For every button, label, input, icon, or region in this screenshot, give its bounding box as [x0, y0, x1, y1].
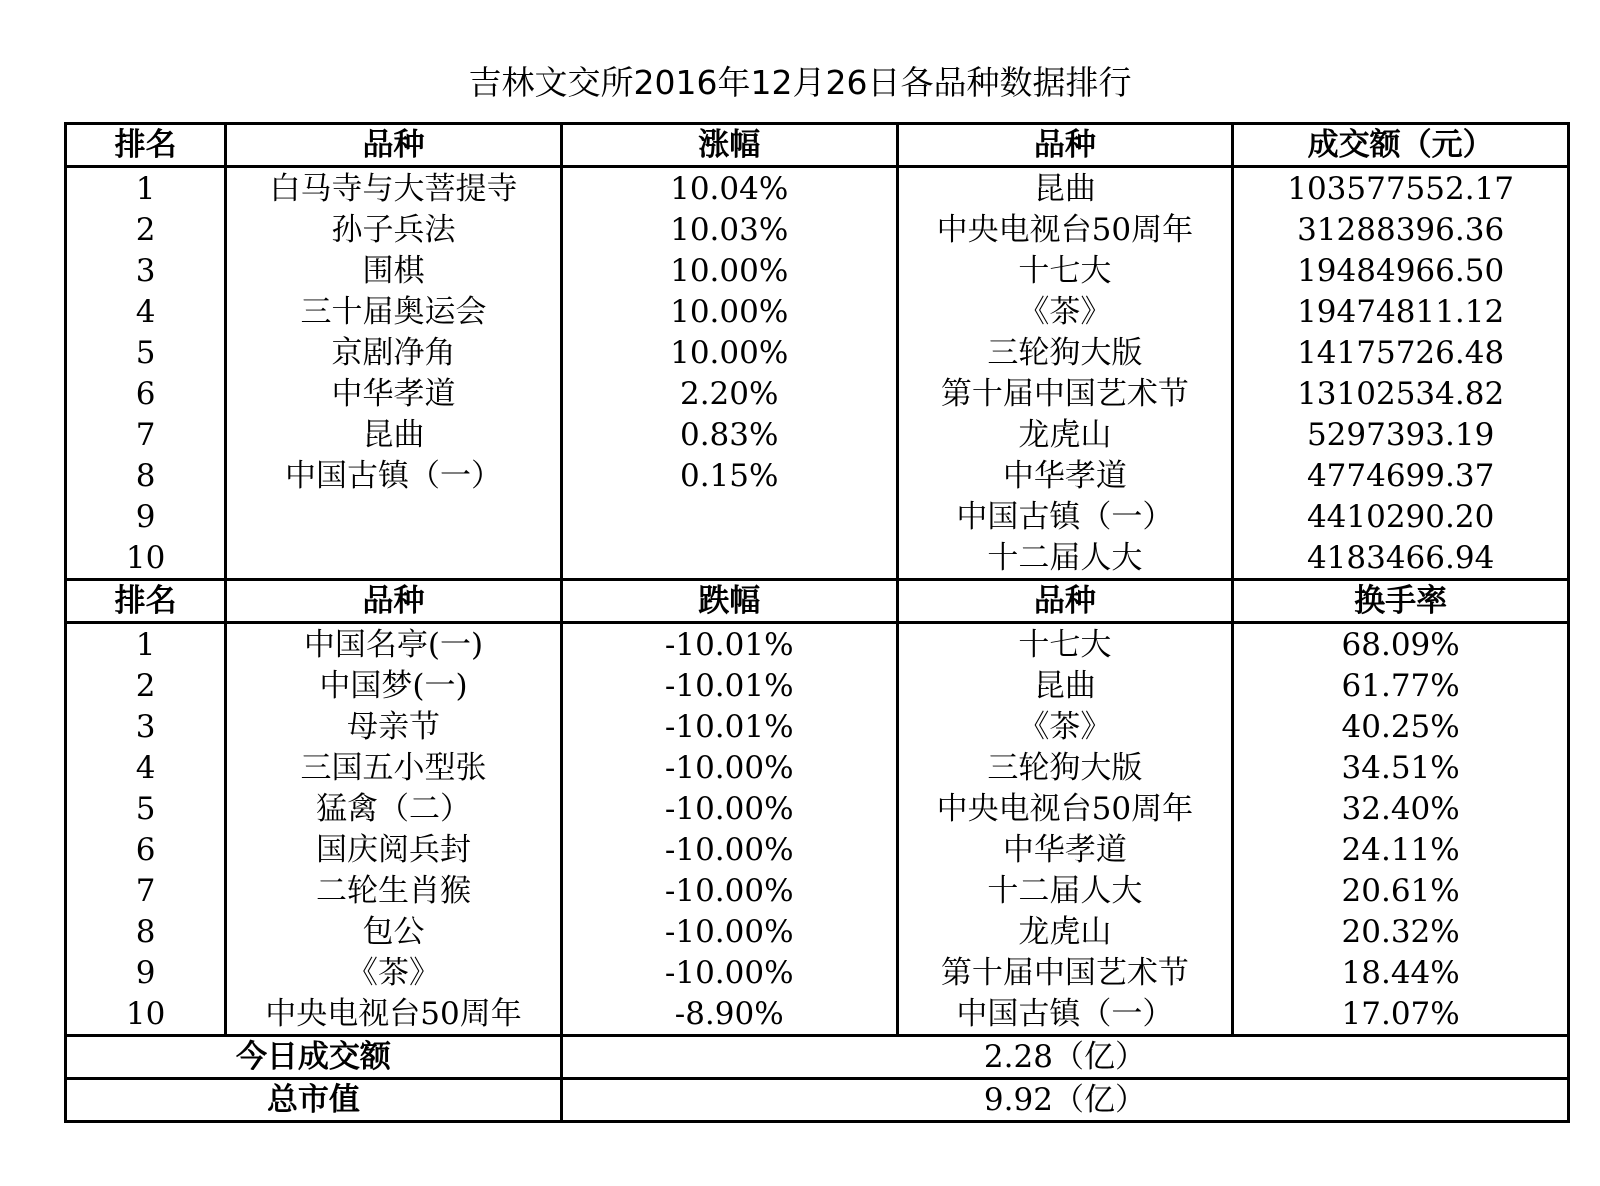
turnover-name-cell: 中央电视台50周年	[897, 788, 1233, 829]
rank-cell: 5	[66, 788, 226, 829]
market-cap-value: 9.92（亿）	[561, 1079, 1568, 1122]
table-row	[66, 952, 1569, 993]
volume-name-cell: 《茶》	[897, 291, 1233, 332]
loss-cell: -10.00%	[561, 788, 897, 829]
bottom-header-cell: 排名	[66, 580, 226, 623]
loss-name-cell: 中国梦(一)	[226, 665, 562, 706]
today-volume-value: 2.28（亿）	[561, 1036, 1568, 1079]
loss-name-cell: 二轮生肖猴	[226, 870, 562, 911]
volume-cell: 19484966.50	[1233, 250, 1569, 291]
rank-cell: 10	[66, 537, 226, 580]
gain-name-cell: 中国古镇（一）	[226, 455, 562, 496]
turnover-name-cell: 第十届中国艺术节	[897, 952, 1233, 993]
turnover-cell: 68.09%	[1233, 623, 1569, 666]
table-row	[66, 747, 1569, 788]
volume-cell: 13102534.82	[1233, 373, 1569, 414]
bottom-header-cell: 跌幅	[561, 580, 897, 623]
gain-cell: 10.03%	[561, 209, 897, 250]
rank-cell: 9	[66, 952, 226, 993]
gain-cell	[561, 537, 897, 580]
turnover-name-cell: 三轮狗大版	[897, 747, 1233, 788]
volume-cell: 4774699.37	[1233, 455, 1569, 496]
bottom-header-cell: 品种	[226, 580, 562, 623]
loss-cell: -10.00%	[561, 829, 897, 870]
table-row	[66, 706, 1569, 747]
loss-cell: -10.01%	[561, 623, 897, 666]
loss-name-cell: 三国五小型张	[226, 747, 562, 788]
volume-name-cell: 龙虎山	[897, 414, 1233, 455]
ranking-table	[64, 122, 1570, 1123]
loss-name-cell: 猛禽（二）	[226, 788, 562, 829]
table-row	[66, 291, 1569, 332]
rank-cell: 6	[66, 373, 226, 414]
volume-name-cell: 第十届中国艺术节	[897, 373, 1233, 414]
gain-cell: 0.83%	[561, 414, 897, 455]
table-row	[66, 665, 1569, 706]
rank-cell: 2	[66, 665, 226, 706]
turnover-cell: 24.11%	[1233, 829, 1569, 870]
table-row	[66, 373, 1569, 414]
gain-cell: 2.20%	[561, 373, 897, 414]
turnover-name-cell: 十二届人大	[897, 870, 1233, 911]
loss-cell: -10.01%	[561, 665, 897, 706]
top-header-cell: 涨幅	[561, 124, 897, 167]
table-row	[66, 829, 1569, 870]
loss-cell: -10.00%	[561, 747, 897, 788]
table-row	[66, 332, 1569, 373]
gain-cell: 10.00%	[561, 291, 897, 332]
turnover-cell: 61.77%	[1233, 665, 1569, 706]
gain-name-cell: 三十届奥运会	[226, 291, 562, 332]
loss-cell: -10.00%	[561, 952, 897, 993]
rank-cell: 7	[66, 870, 226, 911]
table-row	[66, 455, 1569, 496]
turnover-name-cell: 龙虎山	[897, 911, 1233, 952]
rank-cell: 7	[66, 414, 226, 455]
loss-name-cell: 中央电视台50周年	[226, 993, 562, 1036]
rank-cell: 3	[66, 706, 226, 747]
rank-cell: 8	[66, 455, 226, 496]
gain-name-cell	[226, 496, 562, 537]
volume-name-cell: 中国古镇（一）	[897, 496, 1233, 537]
turnover-cell: 40.25%	[1233, 706, 1569, 747]
table-row	[66, 993, 1569, 1036]
volume-name-cell: 十七大	[897, 250, 1233, 291]
table-row	[66, 870, 1569, 911]
gain-cell	[561, 496, 897, 537]
loss-name-cell: 母亲节	[226, 706, 562, 747]
top-header-row	[66, 124, 1569, 167]
summary-row-today-volume	[66, 1036, 1569, 1079]
volume-name-cell: 十二届人大	[897, 537, 1233, 580]
table-row	[66, 911, 1569, 952]
volume-cell: 103577552.17	[1233, 167, 1569, 210]
rank-cell: 1	[66, 623, 226, 666]
volume-cell: 4183466.94	[1233, 537, 1569, 580]
table-row	[66, 167, 1569, 210]
volume-name-cell: 中华孝道	[897, 455, 1233, 496]
top-header-cell: 品种	[226, 124, 562, 167]
bottom-header-cell: 换手率	[1233, 580, 1569, 623]
turnover-cell: 32.40%	[1233, 788, 1569, 829]
turnover-cell: 20.61%	[1233, 870, 1569, 911]
turnover-name-cell: 中国古镇（一）	[897, 993, 1233, 1036]
rank-cell: 10	[66, 993, 226, 1036]
gain-name-cell	[226, 537, 562, 580]
bottom-header-cell: 品种	[897, 580, 1233, 623]
table-row	[66, 788, 1569, 829]
page-title: 吉林文交所2016年12月26日各品种数据排行	[468, 63, 1132, 102]
turnover-cell: 18.44%	[1233, 952, 1569, 993]
rank-cell: 6	[66, 829, 226, 870]
turnover-name-cell: 昆曲	[897, 665, 1233, 706]
rank-cell: 4	[66, 291, 226, 332]
rank-cell: 3	[66, 250, 226, 291]
volume-name-cell: 昆曲	[897, 167, 1233, 210]
rank-cell: 1	[66, 167, 226, 210]
table-row	[66, 209, 1569, 250]
turnover-name-cell: 十七大	[897, 623, 1233, 666]
loss-name-cell: 国庆阅兵封	[226, 829, 562, 870]
top-header-cell: 排名	[66, 124, 226, 167]
rank-cell: 8	[66, 911, 226, 952]
gain-name-cell: 昆曲	[226, 414, 562, 455]
table-row	[66, 414, 1569, 455]
rank-cell: 9	[66, 496, 226, 537]
gain-cell: 10.00%	[561, 332, 897, 373]
gain-name-cell: 京剧净角	[226, 332, 562, 373]
rank-cell: 4	[66, 747, 226, 788]
loss-cell: -10.00%	[561, 911, 897, 952]
gain-name-cell: 中华孝道	[226, 373, 562, 414]
gain-cell: 10.04%	[561, 167, 897, 210]
loss-cell: -10.00%	[561, 870, 897, 911]
volume-cell: 14175726.48	[1233, 332, 1569, 373]
turnover-cell: 17.07%	[1233, 993, 1569, 1036]
rank-cell: 2	[66, 209, 226, 250]
gain-name-cell: 围棋	[226, 250, 562, 291]
loss-cell: -10.01%	[561, 706, 897, 747]
table-row	[66, 537, 1569, 580]
ranking-table-body	[66, 124, 1569, 1122]
gain-name-cell: 孙子兵法	[226, 209, 562, 250]
gain-cell: 10.00%	[561, 250, 897, 291]
market-cap-label: 总市值	[66, 1079, 562, 1122]
turnover-name-cell: 《茶》	[897, 706, 1233, 747]
today-volume-label: 今日成交额	[66, 1036, 562, 1079]
top-header-cell: 品种	[897, 124, 1233, 167]
volume-cell: 4410290.20	[1233, 496, 1569, 537]
bottom-header-row	[66, 580, 1569, 623]
volume-cell: 5297393.19	[1233, 414, 1569, 455]
gain-name-cell: 白马寺与大菩提寺	[226, 167, 562, 210]
volume-name-cell: 中央电视台50周年	[897, 209, 1233, 250]
table-row	[66, 623, 1569, 666]
loss-name-cell: 包公	[226, 911, 562, 952]
loss-name-cell: 《茶》	[226, 952, 562, 993]
volume-cell: 31288396.36	[1233, 209, 1569, 250]
turnover-cell: 20.32%	[1233, 911, 1569, 952]
loss-name-cell: 中国名亭(一)	[226, 623, 562, 666]
table-row	[66, 250, 1569, 291]
volume-name-cell: 三轮狗大版	[897, 332, 1233, 373]
table-row	[66, 496, 1569, 537]
loss-cell: -8.90%	[561, 993, 897, 1036]
turnover-name-cell: 中华孝道	[897, 829, 1233, 870]
top-header-cell: 成交额（元）	[1233, 124, 1569, 167]
rank-cell: 5	[66, 332, 226, 373]
volume-cell: 19474811.12	[1233, 291, 1569, 332]
summary-row-market-cap	[66, 1079, 1569, 1122]
gain-cell: 0.15%	[561, 455, 897, 496]
turnover-cell: 34.51%	[1233, 747, 1569, 788]
